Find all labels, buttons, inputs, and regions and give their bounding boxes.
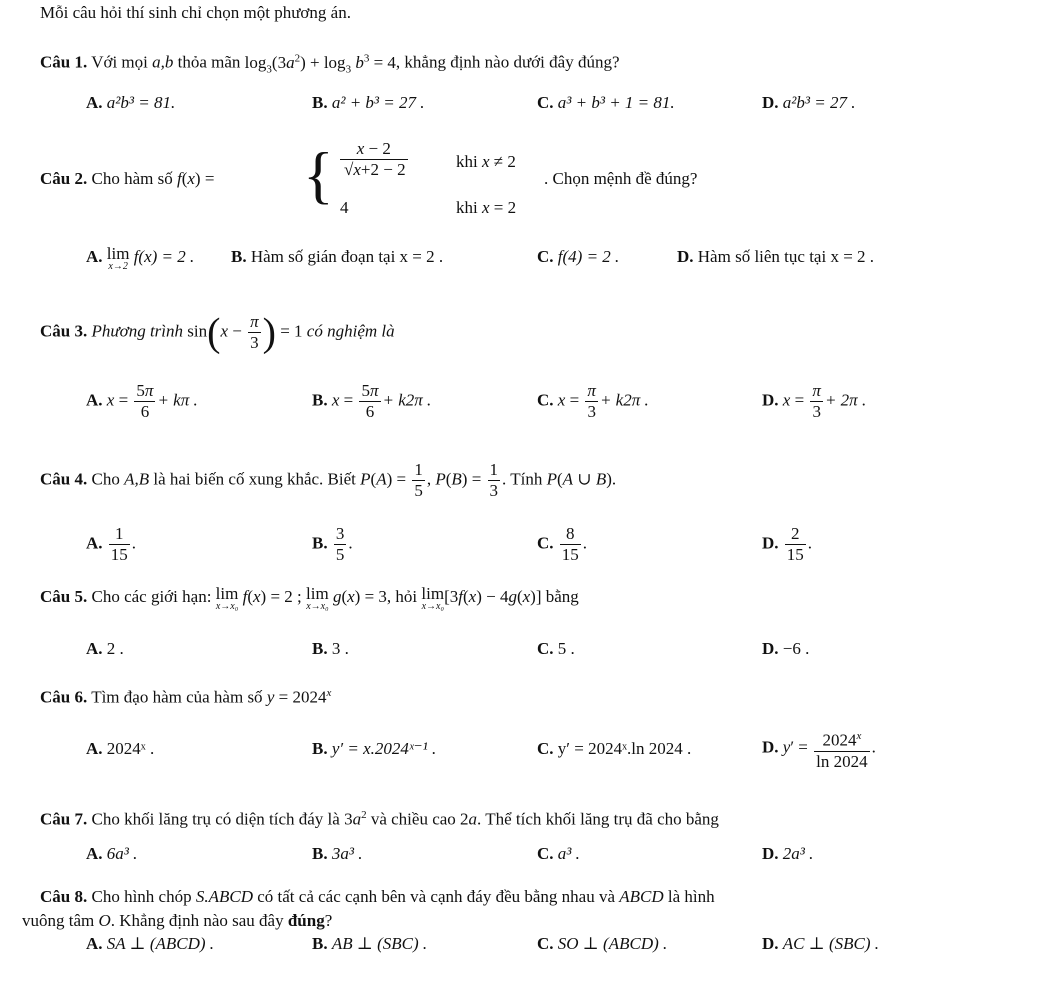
option-b[interactable]: B. $\frac{3}{5}$ . — [312, 524, 353, 564]
option-a[interactable]: A. x = $\frac{5\pi}{6}$ + kπ . — [86, 381, 198, 421]
option-c[interactable]: C. $\frac{8}{15}$ . — [537, 524, 588, 564]
option-d[interactable]: D. AC ⊥ (SBC) . — [762, 934, 880, 953]
option-a[interactable]: A. lim x→2 f(x) = 2 . — [86, 244, 195, 272]
question-7: Câu 7. Cho khối lăng trụ có diện tích đáy là $3a^2$ và chiều cao 2a. Thể tích khối lăng trụ đã cho bằng — [40, 809, 719, 829]
option-a[interactable]: A. a²b³ = 81. — [86, 93, 176, 112]
question-3: Câu 3. Phương trình sin(x − $\frac{\pi}{3}$ ) = 1 có nghiệm là — [40, 309, 395, 355]
option-a[interactable]: A. 2 . — [86, 639, 124, 658]
question-4: Câu 4. Cho A,B là hai biến cố xung khắc. Biết P(A) = $\frac{1}{5}$ , P(B) = $\frac{1}{3}$ . Tính P(A ∪ B). — [40, 460, 617, 500]
option-c[interactable]: C. f(4) = 2 . — [537, 247, 620, 266]
option-b[interactable]: B. a² + b³ = 27 . — [312, 93, 425, 112]
option-d[interactable]: D. y′ = $\frac{2024^x}{\ln 2024}$ . — [762, 726, 876, 772]
option-d[interactable]: D. a²b³ = 27 . — [762, 93, 856, 112]
option-d[interactable]: D. 2a³ . — [762, 844, 814, 863]
option-c[interactable]: C. x = $\frac{\pi}{3}$ + k2π . — [537, 381, 649, 421]
question-8-cont: vuông tâm O. Khẳng định nào sau đây đúng? — [22, 911, 333, 930]
question-5: Câu 5. Cho các giới hạn: lim x→x₀ f(x) = 2 ; lim x→x₀ g(x) = 3, hỏi lim x→x₀ [3f(x) − 4g(x)] bằng — [40, 584, 579, 612]
option-b[interactable]: B. Hàm số gián đoạn tại x = 2 . — [231, 247, 444, 266]
option-b[interactable]: B. 3 . — [312, 639, 349, 658]
question-label: Câu 1. — [40, 52, 88, 72]
question-1: Câu 1. Với mọi a,b thỏa mãn $\log_3(3a^2) + \log_3 b^3 = 4$, khẳng định nào dưới đây đúng? — [40, 52, 620, 76]
option-a[interactable]: A. 6a³ . — [86, 844, 138, 863]
option-d[interactable]: D. $\frac{2}{15}$ . — [762, 524, 813, 564]
question-8: Câu 8. Cho hình chóp S.ABCD có tất cả các cạnh bên và cạnh đáy đều bằng nhau và ABCD là hình — [40, 887, 715, 906]
option-d[interactable]: D. −6 . — [762, 639, 810, 658]
option-c[interactable]: C. 5 . — [537, 639, 575, 658]
option-b[interactable]: B. AB ⊥ (SBC) . — [312, 934, 428, 953]
option-d[interactable]: D. x = $\frac{\pi}{3}$ + 2π . — [762, 381, 867, 421]
option-c[interactable]: C. a³ . — [537, 844, 580, 863]
option-a[interactable]: A. 2024ˣ . — [86, 739, 155, 758]
option-c[interactable]: C. a³ + b³ + 1 = 81. — [537, 93, 675, 112]
option-d[interactable]: D. Hàm số liên tục tại x = 2 . — [677, 247, 875, 266]
option-c[interactable]: C. SO ⊥ (ABCD) . — [537, 934, 668, 953]
question-6: Câu 6. Tìm đạo hàm của hàm số $y = 2024^x$ — [40, 687, 332, 707]
option-b[interactable]: B. x = $\frac{5\pi}{6}$ + k2π . — [312, 381, 432, 421]
option-b[interactable]: B. y′ = x.2024ˣ⁻¹ . — [312, 739, 437, 758]
option-a[interactable]: A. SA ⊥ (ABCD) . — [86, 934, 215, 953]
option-c[interactable]: C. y′ = 2024ˣ.ln 2024 . — [537, 739, 692, 758]
question-2: Câu 2. Cho hàm số f(x) = { $\frac{x - 2}{√x+2 - 2}$ khi x ≠ 2 4 khi x = 2 . Chọn mệnh đề đúng? — [40, 139, 698, 217]
option-b[interactable]: B. 3a³ . — [312, 844, 363, 863]
instruction: Mỗi câu hỏi thí sinh chỉ chọn một phương án. — [40, 3, 351, 22]
option-a[interactable]: A. $\frac{1}{15}$ . — [86, 524, 137, 564]
